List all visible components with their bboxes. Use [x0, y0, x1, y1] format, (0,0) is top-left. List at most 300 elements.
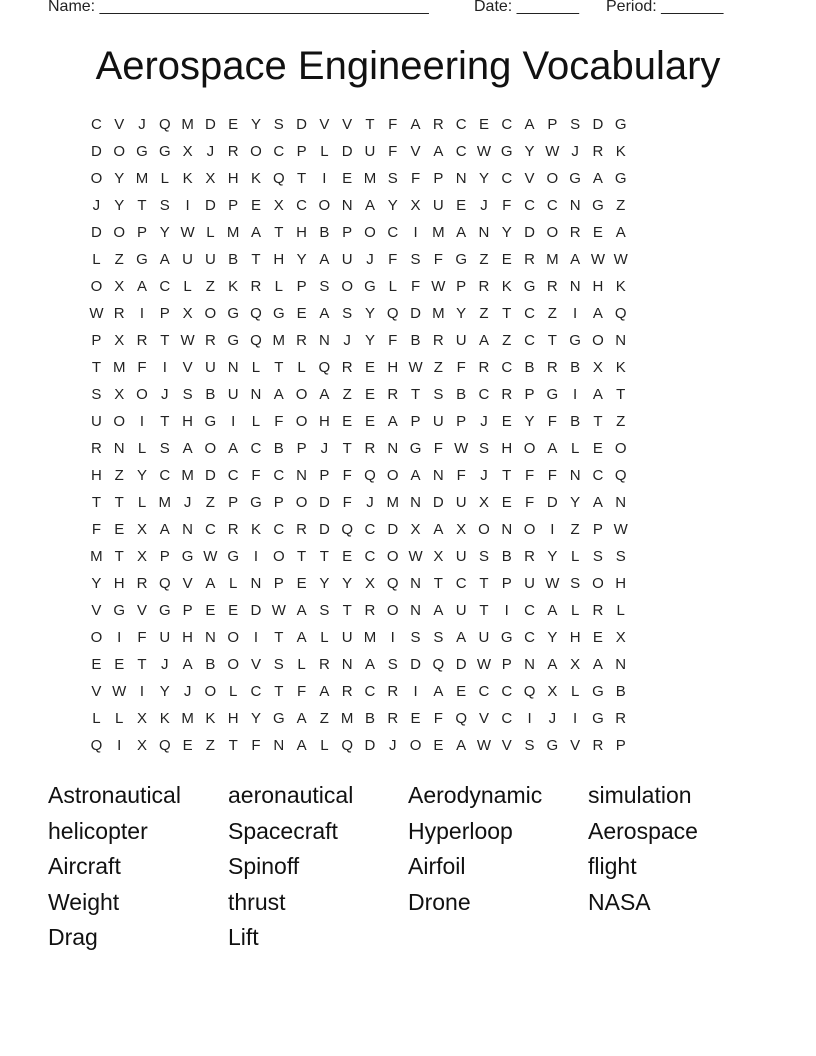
grid-letter: T: [160, 413, 170, 430]
grid-letter: I: [231, 413, 236, 430]
grid-letter: W: [476, 143, 492, 160]
grid-letter: E: [114, 521, 125, 538]
grid-letter: C: [204, 521, 216, 538]
grid-letter: R: [341, 359, 353, 376]
word-search-grid: [85, 114, 745, 762]
grid-letter: Y: [159, 683, 170, 700]
grid-letter: Q: [250, 332, 262, 349]
grid-letter: A: [159, 251, 170, 268]
word-bank-item: flight: [588, 853, 637, 879]
grid-letter: D: [410, 656, 421, 673]
grid-letter: W: [431, 278, 446, 295]
grid-letter: A: [296, 710, 307, 727]
grid-letter: O: [386, 467, 399, 484]
grid-letter: N: [318, 332, 330, 349]
grid-letter: D: [432, 494, 444, 511]
grid-letter: Q: [523, 683, 536, 700]
grid-letter: G: [113, 602, 126, 619]
grid-letter: S: [319, 278, 330, 295]
grid-letter: C: [90, 116, 102, 133]
grid-letter: Y: [547, 629, 558, 646]
grid-letter: O: [227, 656, 240, 673]
grid-row: [85, 627, 745, 654]
grid-letter: B: [410, 332, 421, 349]
grid-letter: E: [364, 386, 375, 403]
grid-letter: Y: [319, 575, 330, 592]
grid-letter: X: [273, 197, 284, 214]
grid-letter: A: [592, 656, 603, 673]
grid-letter: V: [91, 683, 102, 700]
grid-letter: S: [387, 656, 398, 673]
grid-letter: O: [295, 413, 308, 430]
period-field-label: Period: _______: [606, 0, 724, 15]
grid-letter: D: [296, 116, 307, 133]
grid-letter: C: [455, 116, 467, 133]
grid-letter: W: [408, 548, 423, 565]
grid-letter: Z: [114, 467, 124, 484]
grid-letter: L: [229, 575, 238, 592]
grid-letter: D: [318, 521, 330, 538]
grid-letter: M: [181, 710, 194, 727]
grid-letter: E: [456, 683, 467, 700]
grid-letter: Q: [90, 737, 103, 754]
grid-letter: C: [501, 170, 513, 187]
grid-letter: X: [456, 521, 467, 538]
grid-letter: F: [456, 359, 466, 376]
grid-letter: N: [113, 440, 125, 457]
grid-letter: E: [205, 602, 216, 619]
name-field-label: Name: _____________________________________: [48, 0, 429, 15]
grid-letter: Y: [136, 467, 147, 484]
grid-letter: E: [342, 170, 353, 187]
grid-letter: Q: [341, 521, 353, 538]
grid-letter: E: [182, 737, 193, 754]
grid-letter: B: [205, 656, 216, 673]
grid-letter: X: [114, 386, 125, 403]
grid-row: [85, 411, 745, 438]
grid-letter: C: [273, 143, 285, 160]
grid-letter: I: [117, 629, 122, 646]
grid-letter: G: [569, 170, 581, 187]
grid-letter: I: [413, 224, 418, 241]
grid-letter: P: [91, 332, 102, 349]
grid-letter: S: [410, 251, 421, 268]
grid-letter: G: [455, 251, 467, 268]
grid-letter: T: [616, 386, 626, 403]
grid-letter: G: [181, 548, 194, 565]
grid-letter: L: [137, 440, 147, 457]
grid-letter: A: [182, 440, 193, 457]
grid-letter: N: [615, 494, 627, 511]
grid-letter: I: [139, 683, 145, 700]
grid-letter: N: [227, 359, 239, 376]
grid-letter: P: [159, 548, 170, 565]
grid-letter: J: [161, 656, 169, 673]
grid-letter: A: [319, 251, 330, 268]
grid-letter: V: [182, 359, 193, 376]
grid-letter: H: [90, 467, 102, 484]
grid-row: [85, 465, 745, 492]
grid-letter: C: [227, 467, 239, 484]
grid-letter: Y: [478, 170, 489, 187]
grid-letter: N: [410, 602, 421, 619]
grid-letter: E: [592, 440, 603, 457]
grid-letter: H: [227, 710, 239, 727]
grid-letter: G: [546, 737, 559, 754]
grid-letter: O: [227, 629, 240, 646]
word-bank-item: Airfoil: [408, 853, 466, 879]
grid-letter: A: [433, 521, 444, 538]
grid-letter: R: [90, 440, 102, 457]
grid-letter: F: [524, 494, 535, 511]
grid-letter: I: [253, 548, 259, 565]
grid-letter: F: [342, 494, 352, 511]
grid-row: [85, 330, 745, 357]
grid-letter: T: [593, 413, 603, 430]
grid-letter: H: [182, 629, 193, 646]
word-bank-item: Aerodynamic: [408, 782, 543, 808]
grid-letter: W: [89, 305, 104, 322]
grid-letter: K: [501, 278, 512, 295]
grid-letter: R: [364, 602, 376, 619]
word-bank-item: thrust: [228, 888, 286, 915]
grid-letter: Q: [250, 305, 262, 322]
grid-letter: Y: [159, 224, 170, 241]
grid-letter: E: [501, 494, 512, 511]
grid-letter: Q: [272, 170, 285, 187]
grid-letter: N: [478, 224, 490, 241]
grid-letter: X: [114, 332, 125, 349]
grid-letter: H: [113, 575, 125, 592]
grid-letter: C: [478, 683, 490, 700]
grid-letter: V: [478, 710, 489, 727]
grid-letter: Y: [387, 197, 398, 214]
grid-letter: A: [592, 386, 603, 403]
grid-letter: A: [296, 629, 307, 646]
grid-letter: U: [432, 197, 444, 214]
grid-letter: O: [318, 197, 331, 214]
grid-letter: L: [160, 170, 169, 187]
grid-letter: J: [320, 440, 329, 457]
grid-letter: O: [113, 413, 126, 430]
grid-letter: G: [204, 413, 217, 430]
grid-letter: K: [159, 710, 170, 727]
grid-letter: N: [410, 494, 421, 511]
grid-letter: K: [182, 170, 193, 187]
grid-row: [85, 114, 745, 141]
grid-letter: A: [433, 143, 444, 160]
grid-letter: B: [273, 440, 284, 457]
grid-letter: G: [523, 278, 536, 295]
grid-letter: Z: [114, 251, 124, 268]
grid-letter: P: [456, 413, 467, 430]
grid-letter: A: [547, 440, 558, 457]
grid-letter: Q: [614, 467, 627, 484]
grid-letter: N: [387, 440, 399, 457]
word-bank-item: Astronautical: [48, 782, 181, 808]
grid-letter: M: [90, 548, 103, 565]
grid-letter: I: [139, 413, 145, 430]
grid-letter: N: [432, 467, 444, 484]
grid-letter: O: [546, 170, 559, 187]
grid-letter: A: [433, 683, 444, 700]
grid-letter: E: [114, 656, 125, 673]
grid-letter: P: [501, 656, 512, 673]
grid-letter: E: [501, 413, 512, 430]
grid-letter: M: [135, 170, 149, 187]
grid-letter: R: [615, 710, 627, 727]
grid-letter: T: [274, 359, 284, 376]
grid-letter: S: [478, 548, 489, 565]
grid-letter: J: [480, 413, 488, 430]
grid-letter: L: [616, 602, 625, 619]
grid-letter: J: [138, 116, 146, 133]
grid-letter: O: [592, 575, 604, 592]
grid-letter: U: [524, 575, 535, 592]
grid-letter: U: [90, 413, 102, 430]
grid-letter: U: [341, 251, 353, 268]
grid-letter: W: [271, 602, 286, 619]
grid-letter: G: [592, 197, 604, 214]
grid-letter: A: [456, 629, 467, 646]
grid-letter: X: [136, 548, 147, 565]
word-bank-item: Drag: [48, 924, 98, 950]
grid-letter: Q: [318, 359, 331, 376]
word-bank-item: aeronautical: [228, 782, 354, 808]
grid-row: [85, 573, 745, 600]
grid-letter: O: [546, 224, 559, 241]
grid-letter: N: [250, 386, 262, 403]
grid-letter: B: [501, 548, 512, 565]
grid-letter: M: [112, 359, 126, 376]
grid-letter: G: [158, 143, 171, 160]
grid-letter: R: [387, 710, 399, 727]
grid-letter: R: [227, 143, 239, 160]
grid-letter: F: [91, 521, 101, 538]
grid-letter: A: [410, 467, 421, 484]
grid-letter: U: [159, 629, 171, 646]
grid-row: [85, 438, 745, 465]
grid-letter: Y: [296, 251, 307, 268]
grid-letter: Z: [570, 521, 580, 538]
grid-letter: P: [410, 413, 421, 430]
grid-letter: T: [137, 656, 147, 673]
grid-letter: W: [613, 521, 628, 538]
page-title: Aerospace Engineering Vocabulary: [95, 44, 721, 88]
grid-letter: I: [573, 710, 578, 727]
word-bank-item: Weight: [48, 888, 120, 915]
grid-letter: U: [455, 494, 467, 511]
grid-letter: A: [273, 386, 284, 403]
grid-letter: K: [615, 278, 626, 295]
grid-letter: C: [387, 224, 399, 241]
grid-letter: L: [183, 278, 192, 295]
grid-letter: Y: [91, 575, 102, 592]
grid-letter: S: [478, 440, 489, 457]
grid-letter: S: [570, 116, 581, 133]
grid-letter: O: [409, 737, 422, 754]
grid-letter: L: [297, 656, 306, 673]
word-bank-item: helicopter: [48, 817, 148, 844]
grid-letter: D: [524, 224, 535, 241]
grid-letter: E: [91, 656, 102, 673]
grid-letter: L: [229, 683, 238, 700]
grid-letter: S: [570, 575, 581, 592]
grid-letter: B: [524, 359, 535, 376]
grid-letter: L: [570, 440, 580, 457]
grid-letter: D: [455, 656, 467, 673]
grid-letter: N: [569, 197, 581, 214]
grid-letter: Q: [455, 710, 467, 727]
grid-letter: L: [137, 494, 147, 511]
grid-letter: V: [91, 602, 102, 619]
grid-letter: T: [365, 116, 375, 133]
grid-letter: W: [613, 251, 628, 268]
grid-letter: J: [389, 737, 397, 754]
grid-letter: I: [550, 521, 555, 538]
grid-letter: L: [206, 224, 215, 241]
grid-letter: R: [432, 116, 444, 133]
grid-letter: V: [182, 575, 193, 592]
grid-letter: L: [320, 143, 329, 160]
grid-letter: T: [114, 494, 124, 511]
grid-letter: T: [274, 224, 284, 241]
grid-letter: I: [573, 386, 578, 403]
grid-letter: R: [546, 278, 558, 295]
grid-row: [85, 141, 745, 168]
grid-letter: S: [319, 602, 330, 619]
grid-letter: L: [297, 359, 306, 376]
grid-letter: O: [113, 143, 126, 160]
grid-letter: C: [159, 278, 171, 295]
grid-letter: O: [295, 494, 308, 511]
grid-letter: V: [501, 737, 512, 754]
grid-letter: E: [296, 575, 307, 592]
grid-letter: T: [137, 197, 147, 214]
grid-row: [85, 195, 745, 222]
grid-letter: V: [342, 116, 353, 133]
grid-letter: E: [364, 359, 375, 376]
grid-letter: N: [410, 575, 421, 592]
grid-letter: L: [570, 602, 580, 619]
grid-letter: F: [137, 359, 147, 376]
grid-letter: O: [478, 521, 490, 538]
grid-letter: I: [573, 305, 578, 322]
grid-letter: R: [250, 278, 262, 295]
grid-letter: F: [547, 413, 557, 430]
grid-letter: I: [504, 602, 509, 619]
grid-letter: C: [273, 521, 285, 538]
header-fields: [48, 0, 748, 20]
grid-letter: R: [296, 332, 307, 349]
grid-letter: T: [114, 548, 124, 565]
grid-letter: S: [387, 170, 398, 187]
grid-letter: F: [410, 278, 421, 295]
grid-letter: H: [387, 359, 399, 376]
grid-letter: J: [548, 710, 557, 727]
grid-row: [85, 276, 745, 303]
grid-letter: B: [205, 386, 216, 403]
grid-letter: W: [112, 683, 127, 700]
grid-letter: L: [274, 278, 283, 295]
grid-letter: N: [341, 197, 353, 214]
grid-letter: O: [386, 602, 399, 619]
grid-row: [85, 384, 745, 411]
grid-letter: O: [523, 521, 536, 538]
grid-letter: C: [364, 521, 376, 538]
grid-letter: K: [205, 710, 216, 727]
grid-letter: S: [182, 386, 193, 403]
grid-letter: X: [570, 656, 581, 673]
grid-letter: R: [569, 224, 581, 241]
grid-letter: G: [592, 683, 604, 700]
grid-letter: A: [136, 278, 147, 295]
grid-letter: R: [546, 359, 558, 376]
grid-letter: A: [296, 737, 307, 754]
grid-letter: W: [545, 575, 560, 592]
grid-letter: J: [92, 197, 101, 214]
grid-letter: Q: [386, 305, 399, 322]
grid-letter: L: [92, 251, 101, 268]
grid-letter: I: [253, 629, 259, 646]
grid-letter: F: [433, 440, 443, 457]
grid-letter: F: [388, 116, 398, 133]
grid-letter: O: [204, 305, 217, 322]
grid-letter: U: [432, 413, 444, 430]
grid-letter: G: [227, 305, 240, 322]
grid-letter: B: [570, 359, 581, 376]
grid-letter: T: [319, 548, 329, 565]
grid-letter: Z: [433, 359, 443, 376]
grid-letter: C: [250, 440, 262, 457]
grid-letter: G: [272, 305, 285, 322]
grid-letter: O: [136, 386, 148, 403]
grid-letter: Z: [205, 278, 215, 295]
grid-letter: T: [547, 332, 557, 349]
grid-letter: L: [251, 359, 261, 376]
grid-letter: P: [273, 494, 284, 511]
grid-letter: G: [227, 548, 240, 565]
grid-letter: Y: [570, 494, 581, 511]
grid-letter: N: [341, 656, 353, 673]
grid-letter: Z: [502, 332, 512, 349]
grid-letter: C: [501, 116, 513, 133]
grid-letter: C: [296, 197, 307, 214]
grid-row: [85, 168, 745, 195]
grid-letter: F: [502, 197, 512, 214]
grid-letter: P: [592, 521, 603, 538]
grid-letter: R: [524, 251, 535, 268]
grid-letter: C: [501, 710, 513, 727]
grid-letter: U: [204, 251, 216, 268]
grid-letter: W: [476, 656, 492, 673]
grid-letter: G: [614, 116, 627, 133]
grid-letter: Q: [158, 737, 171, 754]
grid-letter: V: [319, 116, 330, 133]
grid-letter: S: [342, 305, 353, 322]
word-bank-item: Lift: [228, 924, 259, 950]
grid-letter: G: [136, 251, 148, 268]
grid-letter: R: [592, 143, 604, 160]
grid-letter: R: [113, 305, 125, 322]
grid-letter: J: [183, 683, 192, 700]
grid-letter: J: [366, 494, 374, 511]
grid-letter: I: [322, 170, 327, 187]
grid-letter: T: [502, 467, 512, 484]
grid-letter: U: [204, 359, 216, 376]
grid-letter: P: [228, 197, 239, 214]
grid-letter: X: [433, 548, 444, 565]
